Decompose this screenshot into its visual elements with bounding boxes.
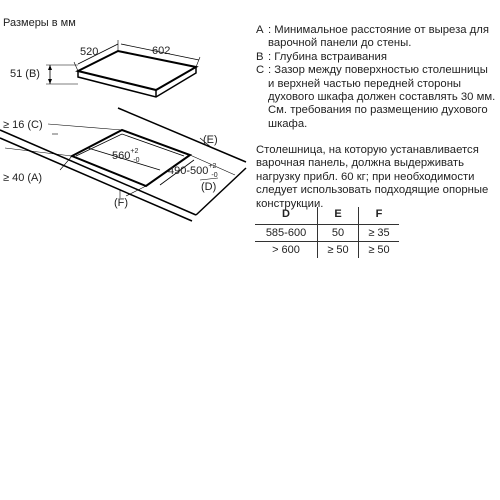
table-cell: ≥ 50 xyxy=(359,242,400,259)
table-header-e: E xyxy=(318,207,359,225)
dim-label-602: 602 xyxy=(152,45,171,57)
arrow-head xyxy=(48,65,52,70)
dim-label-560 xyxy=(112,148,140,162)
dim-label-a: ≥ 40 (A) xyxy=(3,172,43,184)
dim-line-c xyxy=(48,124,122,130)
dim-label-f: (F) xyxy=(114,197,129,209)
tolerance-minus: -0 xyxy=(133,157,140,164)
table-header-d: D xyxy=(282,208,290,220)
legend-text: : Минимальное расстояние от выреза для варочной панели до стены. xyxy=(268,24,489,50)
table-header-f: F xyxy=(359,207,400,225)
tolerance-minus: -0 xyxy=(211,172,218,179)
table-cell: 50 xyxy=(318,225,359,242)
tolerance-plus: +2 xyxy=(208,163,217,170)
legend-text: : Глубина встраивания xyxy=(268,50,387,63)
legend-text: : Зазор между поверхностью столешницы и верхней частью передней стороны духового шкафа должен составлять 30 мм. См. требования по размещению духового шкафа. xyxy=(268,64,496,130)
legend xyxy=(256,24,496,131)
legend-key: C xyxy=(256,64,265,77)
table-row xyxy=(255,225,399,242)
legend-item-a xyxy=(256,24,496,51)
page-title: Размеры в мм xyxy=(3,17,76,29)
legend-key: A xyxy=(256,24,264,36)
dim-label-520: 520 xyxy=(80,46,99,58)
legend-item-b xyxy=(256,51,496,64)
tolerance-plus: +2 xyxy=(130,148,139,155)
legend-key: B xyxy=(256,50,264,63)
table-cell: ≥ 50 xyxy=(318,242,359,259)
dim-value-560: 560 xyxy=(112,150,131,162)
dim-ext-line xyxy=(196,57,200,67)
table-row xyxy=(255,242,399,259)
table-cell: ≥ 35 xyxy=(359,225,400,242)
dim-label-e: (E) xyxy=(203,134,218,146)
dimension-table xyxy=(255,207,399,258)
dim-value-490-500: 490-500 xyxy=(168,165,209,177)
table-cell: > 600 xyxy=(255,242,318,259)
dim-label-d: (D) xyxy=(201,181,217,193)
table-cell: 585-600 xyxy=(255,225,318,242)
dim-label-c: ≥ 16 (C) xyxy=(3,119,43,131)
dim-ext-line xyxy=(74,62,78,71)
dim-ext-line xyxy=(126,186,146,196)
legend-item-c xyxy=(256,64,496,131)
arrow-head xyxy=(48,79,52,84)
dim-label-490-500 xyxy=(168,163,218,177)
table-header-row xyxy=(255,207,399,225)
dim-label-51-b: 51 (B) xyxy=(10,68,40,80)
load-note: Столешница, на которую устанавливается варочная панель, должна выдерживать нагрузку прибл. 60 кг; при необходимости следует использовать подходящие опорные конструкции. xyxy=(256,144,489,210)
